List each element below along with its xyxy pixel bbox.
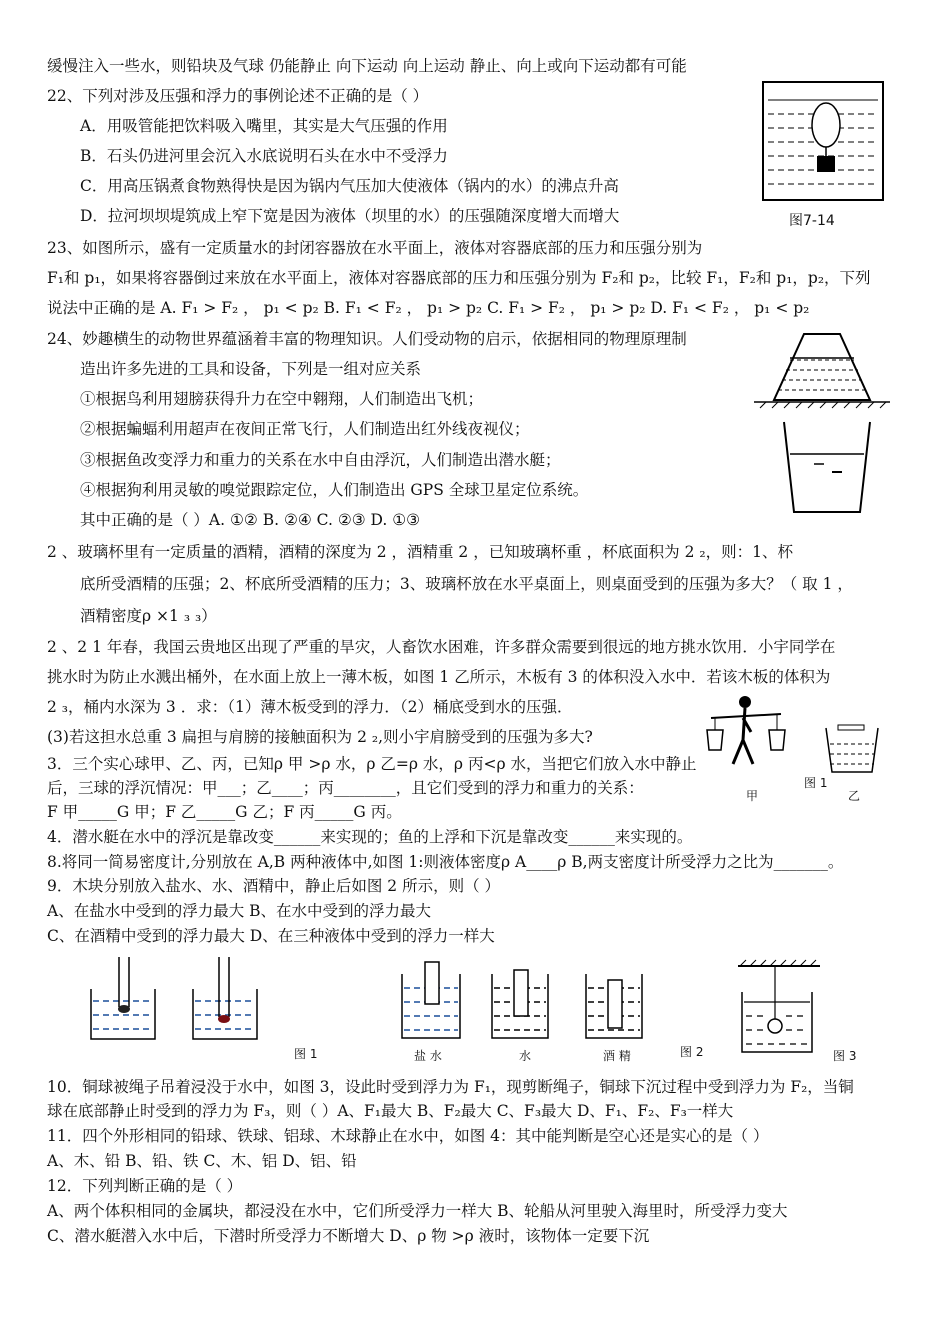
q21-options-line: 缓慢注入一些水，则铅块及气球 仍能静止 向下运动 向上运动 静止、向上或向下运动都有可能 [47, 57, 687, 75]
q24-item-3: ③根据鱼改变浮力和重力的关系在水中自由浮沉，人们制造出潜水艇； [80, 451, 561, 469]
calc2-line-1: 2 、2 1 年春，我国云贵地区出现了严重的旱灾，人畜饮水困难，许多群众需要到很远的地方挑水饮用．小宇同学在 [47, 638, 836, 656]
figure-glass-cup [782, 420, 872, 515]
q23-line-2: F₁和 p₁，如果将容器倒过来放在水平面上，液体对容器底部的压力和压强分别为 F₂和 p₂，比较 F₁，F₂和 p₁，p₂，下列 [47, 269, 871, 287]
calc2-line-4: (3)若这担水总重 3 扁担与肩膀的接触面积为 2 ₂,则小宇肩膀受到的压强为多大? [47, 728, 593, 746]
figure-bucket-with-board [822, 724, 882, 776]
label-yi: 乙 [848, 789, 861, 803]
q22-option-b: B．石头仍进河里会沉入水底说明石头在水中不受浮力 [80, 147, 448, 165]
q3-line-1: 3．三个实心球甲、乙、丙，已知ρ 甲 >ρ 水，ρ 乙=ρ 水，ρ 丙<ρ 水，当把它们放入水中静止 [47, 755, 697, 773]
q24-options: 其中正确的是（ ）A. ①② B. ②④ C. ②③ D. ①③ [80, 511, 421, 529]
figure-7-14-caption: 图7-14 [789, 213, 835, 229]
figure-1-caption-bottom: 图 1 [294, 1047, 318, 1061]
label-jia: 甲 [746, 789, 759, 803]
figure-water-carrier [703, 694, 788, 784]
calc1-line-1: 2 、玻璃杯里有一定质量的酒精，酒精的深度为 2 ，酒精重 2 ，已知玻璃杯重 ，杯底面积为 2 ₂，则：1、杯 [47, 543, 793, 561]
q24-stem: 24、妙趣横生的动物世界蕴涵着丰富的物理知识。人们受动物的启示，依据相同的物理原理制 [47, 330, 687, 348]
q22-option-d: D．拉河坝坝堤筑成上窄下宽是因为液体（坝里的水）的压强随深度增大而增大 [80, 207, 620, 225]
q23-line-3: 说法中正确的是 A. F₁ > F₂ ， p₁ < p₂ B. F₁ < F₂ ， p₁ > p₂ C. F₁ > F₂ ， p₁ > p₂ D. F₁ < F₂ ， p₁ < p₂ [47, 299, 810, 317]
q24-stem-2: 造出许多先进的工具和设备，下列是一组对应关系 [80, 360, 422, 378]
figure-copper-ball [734, 958, 824, 1058]
q3-line-3: F 甲_____G 甲；F 乙_____G 乙；F 丙_____G 丙。 [47, 803, 402, 821]
q12-options-cd: C、潜水艇潜入水中后，下潜时所受浮力不断增大 D、ρ 物 >ρ 液时，该物体一定要下沉 [47, 1227, 650, 1245]
q10-line-2: 球在底部静止时受到的浮力为 F₃，则（ ）A、F₁最大 B、F₂最大 C、F₃最大 D、F₁、F₂、F₃一样大 [47, 1102, 734, 1120]
q10-line-1: 10．铜球被绳子吊着浸没于水中，如图 3，设此时受到浮力为 F₁，现剪断绳子，铜球下沉过程中受到浮力为 F₂，当铜 [47, 1078, 854, 1096]
q12-options-ab: A、两个体积相同的金属块，都浸没在水中，它们所受浮力一样大 B、轮船从河里驶入海里时，所受浮力变大 [47, 1202, 788, 1220]
figure-balloon-container [758, 80, 888, 210]
q24-item-1: ①根据鸟利用翅膀获得升力在空中翱翔，人们制造出飞机； [80, 390, 484, 408]
q23-line-1: 23、如图所示，盛有一定质量水的封闭容器放在水平面上，液体对容器底部的压力和压强分别为 [47, 239, 703, 257]
q24-item-4: ④根据狗利用灵敏的嗅觉跟踪定位，人们制造出 GPS 全球卫星定位系统。 [80, 481, 589, 499]
q22-option-a: A．用吸管能把饮料吸入嘴里，其实是大气压强的作用 [80, 117, 448, 135]
q3-line-2: 后，三球的浮沉情况：甲___；乙____；丙________，且它们受到的浮力和重力的关系： [47, 779, 644, 797]
calc1-line-2: 底所受酒精的压强；2、杯底所受酒精的压力；3、玻璃杯放在水平桌面上，则桌面受到的压强为多大？（ 取 1 ， [80, 575, 853, 593]
q12-stem: 12．下列判断正确的是（ ） [47, 1177, 243, 1195]
q8: 8.将同一简易密度计,分别放在 A,B 两种液体中,如图 1:则液体密度ρ A____ρ B,两支密度计所受浮力之比为_______。 [47, 853, 844, 871]
label-alcohol: 酒 精 [603, 1049, 631, 1063]
figure-1-caption-right: 图 1 [804, 776, 828, 790]
figure-3-caption: 图 3 [833, 1049, 857, 1063]
q9-options-cd: C、在酒精中受到的浮力最大 D、在三种液体中受到的浮力一样大 [47, 927, 495, 945]
q4: 4．潜水艇在水中的浮沉是靠改变______来实现的；鱼的上浮和下沉是靠改变______来实现的。 [47, 828, 693, 846]
calc1-line-3: 酒精密度ρ ×1 ₃ ₃） [80, 607, 217, 625]
q24-item-2: ②根据蝙蝠利用超声在夜间正常飞行，人们制造出红外线夜视仪； [80, 420, 530, 438]
figure-2-caption: 图 2 [680, 1045, 704, 1059]
calc2-line-3: 2 ₃，桶内水深为 3 ．求：（1）薄木板受到的浮力．（2）桶底受到水的压强． [47, 698, 573, 716]
calc2-line-2: 挑水时为防止水溅出桶外，在水面上放上一薄木板，如图 1 乙所示，木板有 3 的体积没入水中．若该木板的体积为 [47, 668, 831, 686]
q22-stem: 22、下列对涉及压强和浮力的事例论述不正确的是（ ） [47, 87, 429, 105]
q11-stem: 11．四个外形相同的铅球、铁球、铝球、木球静止在水中，如图 4：其中能判断是空心还是实心的是（ ） [47, 1127, 769, 1145]
label-water: 水 [519, 1049, 532, 1063]
q9-stem: 9．木块分别放入盐水、水、酒精中，静止后如图 2 所示，则（ ） [47, 877, 501, 895]
figure-density-meters [85, 955, 275, 1043]
figure-wood-blocks [398, 958, 663, 1042]
q22-option-c: C．用高压锅煮食物熟得快是因为锅内气压加大使液体（锅内的水）的沸点升高 [80, 177, 619, 195]
q9-options-ab: A、在盐水中受到的浮力最大 B、在水中受到的浮力最大 [47, 902, 432, 920]
q11-options: A、木、铅 B、铅、铁 C、木、铝 D、铝、铅 [47, 1152, 357, 1170]
figure-sealed-container [752, 330, 892, 410]
label-salt-water: 盐 水 [414, 1049, 442, 1063]
